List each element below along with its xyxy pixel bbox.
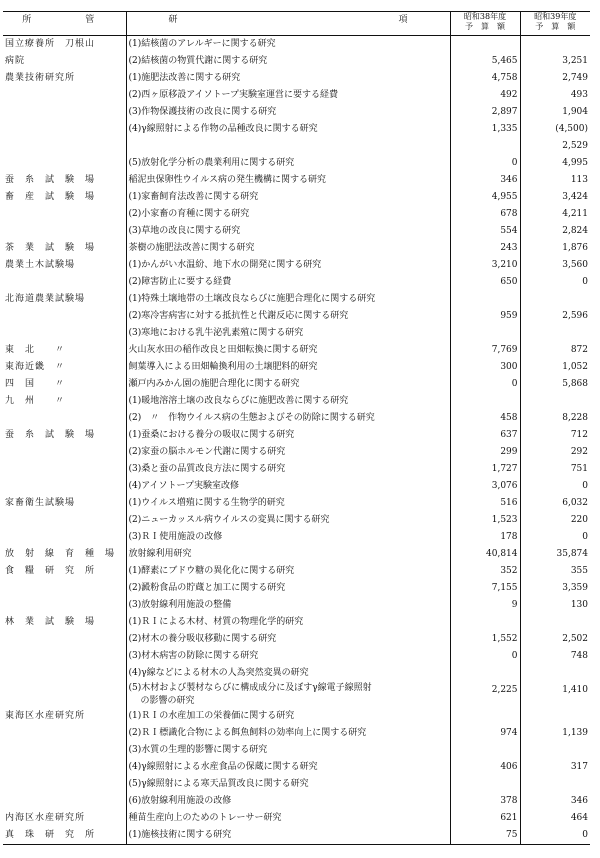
table-row — [3, 563, 590, 580]
table-row — [3, 495, 590, 512]
office-cell — [3, 529, 126, 546]
item-cell: (4)γ線照射による作物の品種改良に関する研究 — [126, 121, 450, 138]
item-cell: (1)暖地溶溶土壌の改良ならびに施肥改善に関する研究 — [126, 393, 450, 410]
table-row — [3, 70, 590, 87]
fy38-value-cell: 678 — [450, 206, 520, 223]
fy38-value-cell: 492 — [450, 87, 520, 104]
fy39-value-cell: 0 — [520, 827, 590, 845]
item-cell: 火山灰水田の稲作改良と田畑転換に関する研究 — [126, 342, 450, 359]
table-row — [3, 104, 590, 121]
fy38-value-cell: 352 — [450, 563, 520, 580]
table-row — [3, 291, 590, 308]
item-cell: (3)草地の改良に関する研究 — [126, 223, 450, 240]
office-cell — [3, 308, 126, 325]
fy38-value-cell: 554 — [450, 223, 520, 240]
table-row — [3, 580, 590, 597]
item-cell: (2)寒冷害病害に対する抵抗性と代謝反応に関する研究 — [126, 308, 450, 325]
item-cell: (4)アイソトープ実験室改修 — [126, 478, 450, 495]
table-row — [3, 36, 590, 54]
item-cell: (1)施肥法改善に関する研究 — [126, 70, 450, 87]
fy39-value-cell: 751 — [570, 464, 588, 474]
fy39-value-cell: 6,032 — [562, 498, 588, 508]
office-cell — [3, 410, 126, 427]
fy38-value-cell — [450, 665, 520, 682]
office-cell — [3, 682, 126, 708]
table-row — [3, 776, 590, 793]
fy38-value-cell — [450, 36, 520, 54]
item-cell: 放射線利用研究 — [126, 546, 450, 563]
fy39-value-cell: 317 — [570, 762, 588, 772]
fy39-value-cell: 2,824 — [562, 226, 588, 236]
table-row — [3, 512, 590, 529]
fy39-value-cell — [520, 665, 590, 682]
item-cell: (2)家蚕の脳ホルモン代謝に関する研究 — [126, 444, 450, 461]
fy39-value-cell: 292 — [570, 447, 588, 457]
table-row — [3, 53, 590, 70]
office-cell — [3, 597, 126, 614]
office-cell — [3, 512, 126, 529]
item-cell: (3)寒地における乳牛泌乳素殖に関する研究 — [126, 325, 450, 342]
table-row — [3, 810, 590, 827]
office-cell — [3, 776, 126, 793]
fy38-value-cell: 3,076 — [450, 478, 520, 495]
fy38-value-cell: 378 — [450, 793, 520, 810]
fy38-value-cell: 75 — [450, 827, 520, 845]
office-cell: 蚕 糸 試 験 場 — [3, 172, 126, 189]
fy38-value-cell: 4,955 — [450, 189, 520, 206]
table-row — [3, 189, 590, 206]
office-cell — [3, 444, 126, 461]
fy39-value-cell: 0 — [582, 532, 588, 542]
fy39-value-cell: 3,251 — [562, 56, 588, 66]
office-cell — [3, 648, 126, 665]
fy39-value-cell: 3,359 — [562, 583, 588, 593]
fy39-value-cell: 872 — [570, 345, 588, 355]
item-cell: (6)放射線利用施設の改修 — [126, 793, 450, 810]
office-cell — [3, 274, 126, 291]
table-row — [3, 478, 590, 495]
office-cell: 農業土木試験場 — [3, 257, 126, 274]
item-cell: (3)作物保護技術の改良に関する研究 — [126, 104, 450, 121]
item-cell: 種苗生産向上のためのトレーサー研究 — [126, 810, 450, 827]
table-row — [3, 138, 590, 155]
item-cell: 瀬戸内みかん園の施肥合理化に関する研究 — [126, 376, 450, 393]
table-row — [3, 359, 590, 376]
fy38-value-cell: 346 — [450, 172, 520, 189]
table-row — [3, 597, 590, 614]
office-cell: 東海区水産研究所 — [3, 708, 126, 725]
fy38-value-cell: 0 — [450, 376, 520, 393]
table-row — [3, 682, 590, 708]
item-cell: (3)材木病害の防除に関する研究 — [126, 648, 450, 665]
office-cell — [3, 665, 126, 682]
header-item-right: 項 — [398, 15, 408, 25]
item-cell: (1)ＲＩの水産加工の栄養価に関する研究 — [126, 708, 450, 725]
office-cell: 農業技術研究所 — [3, 70, 126, 87]
office-cell: 東 北 〃 — [3, 342, 126, 359]
item-cell: 稲泥虫保卵性ウイルス病の発生機構に関する研究 — [126, 172, 450, 189]
office-cell: 真 珠 研 究 所 — [3, 827, 126, 845]
fy39-value-cell: 2,529 — [562, 141, 588, 151]
item-cell: (4)γ線などによる材木の人為突然変異の研究 — [126, 665, 450, 682]
table-row — [3, 665, 590, 682]
table-row — [3, 121, 590, 138]
office-cell: 放 射 線 育 種 場 — [3, 546, 126, 563]
office-cell — [3, 87, 126, 104]
fy38-value-cell: 2,225 — [450, 682, 520, 708]
item-cell — [126, 682, 450, 708]
fy39-value-cell — [520, 776, 590, 793]
fy39-value-cell: 35,874 — [556, 549, 588, 559]
fy39-value-cell: 712 — [570, 430, 588, 440]
item-cell: (4)γ線照射による水産食品の保蔵に関する研究 — [126, 759, 450, 776]
header-fy38-year: 昭和38年度 — [463, 12, 507, 21]
fy39-value-cell: 113 — [570, 175, 588, 185]
office-cell — [3, 121, 126, 138]
header-item-left: 研 — [168, 15, 178, 25]
table-row — [3, 240, 590, 257]
table-row — [3, 759, 590, 776]
item-cell: (3)ＲＩ使用施設の改修 — [126, 529, 450, 546]
office-cell — [3, 759, 126, 776]
fy39-value-cell: 355 — [570, 566, 588, 576]
table-row — [3, 257, 590, 274]
item-cell: (1)結核菌のアレルギーに関する研究 — [126, 36, 450, 54]
fy39-value-cell: 346 — [570, 796, 588, 806]
fy39-value-cell: 1,904 — [562, 107, 588, 117]
fy39-value-cell: 2,749 — [562, 73, 588, 83]
fy38-value-cell — [450, 325, 520, 342]
office-cell — [3, 580, 126, 597]
table-row — [3, 546, 590, 563]
item-cell: (1)酵素にブドウ糖の異化化に関する研究 — [126, 563, 450, 580]
fy38-value-cell: 5,465 — [450, 53, 520, 70]
item-cell: (1)かんがい水温紛、地下水の開発に関する研究 — [126, 257, 450, 274]
office-cell: 四 国 〃 — [3, 376, 126, 393]
fy38-value-cell: 9 — [450, 597, 520, 614]
item-cell: (1)ＲＩによる木材、材質の物理化学的研究 — [126, 614, 450, 631]
office-cell — [3, 478, 126, 495]
table-row — [3, 376, 590, 393]
fy39-value-cell: 3,424 — [562, 192, 588, 202]
fy38-value-cell: 1,552 — [450, 631, 520, 648]
office-cell: 家畜衛生試験場 — [3, 495, 126, 512]
fy38-value-cell: 1,727 — [450, 461, 520, 478]
fy39-value-cell: 1,052 — [562, 362, 588, 372]
fy39-value-cell: 2,596 — [562, 311, 588, 321]
item-cell: 飼葉導入による田畑輪換利用の土壌肥料的研究 — [126, 359, 450, 376]
table-row — [3, 308, 590, 325]
fy39-value-cell: 2,502 — [562, 634, 588, 644]
table-body — [3, 36, 590, 845]
office-cell — [3, 104, 126, 121]
office-cell — [3, 725, 126, 742]
office-cell: 畜 産 試 験 場 — [3, 189, 126, 206]
fy39-value-cell — [520, 708, 590, 725]
office-cell: 食 糧 研 究 所 — [3, 563, 126, 580]
table-row — [3, 631, 590, 648]
fy38-value-cell: 974 — [450, 725, 520, 742]
fy38-value-cell: 178 — [450, 529, 520, 546]
fy38-value-cell: 959 — [450, 308, 520, 325]
item-cell: (2)ニューカッスル病ウイルスの変異に関する研究 — [126, 512, 450, 529]
item-cell: (1)施核技術に関する研究 — [126, 827, 450, 845]
header-fy39 — [520, 12, 590, 36]
fy39-value-cell: 0 — [582, 277, 588, 287]
office-cell: 林 業 試 験 場 — [3, 614, 126, 631]
fy38-value-cell — [450, 708, 520, 725]
table-row — [3, 393, 590, 410]
header-row — [3, 12, 590, 36]
table-row — [3, 529, 590, 546]
office-cell — [3, 223, 126, 240]
fy38-value-cell: 7,155 — [450, 580, 520, 597]
fy38-value-cell — [450, 291, 520, 308]
item-cell: (3)水質の生理的影響に関する研究 — [126, 742, 450, 759]
item-cell: (1)家畜飼育法改善に関する研究 — [126, 189, 450, 206]
header-office: 所 管 — [3, 12, 126, 36]
table-row — [3, 87, 590, 104]
fy38-value-cell: 4,758 — [450, 70, 520, 87]
office-cell: 内海区水産研究所 — [3, 810, 126, 827]
fy38-value-cell: 1,523 — [450, 512, 520, 529]
fy38-value-cell: 621 — [450, 810, 520, 827]
fy39-value-cell: 748 — [570, 651, 588, 661]
item-cell — [126, 138, 450, 155]
table-row — [3, 172, 590, 189]
fy38-value-cell: 243 — [450, 240, 520, 257]
office-cell: 茶 業 試 験 場 — [3, 240, 126, 257]
budget-table — [3, 11, 590, 845]
fy39-value-cell: (4,500) — [555, 124, 588, 134]
fy39-value-cell: 5,868 — [562, 379, 588, 389]
header-fy38 — [450, 12, 520, 36]
office-cell — [3, 325, 126, 342]
table-row — [3, 725, 590, 742]
table-row — [3, 614, 590, 631]
fy38-value-cell — [450, 393, 520, 410]
office-cell — [3, 631, 126, 648]
fy38-value-cell: 3,210 — [450, 257, 520, 274]
fy39-value-cell: 1,876 — [562, 243, 588, 253]
item-cell: (5)γ線照射による寒天品質改良に関する研究 — [126, 776, 450, 793]
table-row — [3, 444, 590, 461]
office-cell: 国立療養所 刀根山 — [3, 36, 126, 54]
fy38-value-cell: 650 — [450, 274, 520, 291]
fy38-value-cell — [450, 776, 520, 793]
fy39-value-cell: 130 — [570, 600, 588, 610]
header-item — [126, 12, 450, 36]
fy38-value-cell: 300 — [450, 359, 520, 376]
office-cell — [3, 793, 126, 810]
fy38-value-cell: 0 — [450, 648, 520, 665]
header-fy38-label: 予 算 額 — [465, 22, 505, 31]
item-cell: (1)蚕桑における養分の吸収に関する研究 — [126, 427, 450, 444]
fy38-value-cell: 40,814 — [450, 546, 520, 563]
fy39-value-cell: 0 — [582, 481, 588, 491]
table-row — [3, 223, 590, 240]
fy39-value-cell: 4,211 — [562, 209, 588, 219]
table-row — [3, 648, 590, 665]
fy38-value-cell — [450, 742, 520, 759]
table-row — [3, 793, 590, 810]
header-fy39-year: 昭和39年度 — [534, 12, 577, 21]
fy38-value-cell — [450, 138, 520, 155]
item-cell: (2)結核菌の物質代謝に関する研究 — [126, 53, 450, 70]
fy39-value-cell: 3,560 — [562, 260, 588, 270]
item-cell: (1)ウイルス増殖に関する生物学的研究 — [126, 495, 450, 512]
fy39-value-cell: 493 — [570, 90, 588, 100]
office-cell: 東海近畿 〃 — [3, 359, 126, 376]
fy38-value-cell: 7,769 — [450, 342, 520, 359]
fy39-value-cell — [520, 325, 590, 342]
header-fy39-label: 予 算 額 — [535, 22, 576, 31]
item-cell: 茶樹の施肥法改善に関する研究 — [126, 240, 450, 257]
item-cell: (2)澱粉食品の貯蔵と加工に関する研究 — [126, 580, 450, 597]
fy39-value-cell: 1,139 — [562, 728, 588, 738]
item-cell: (3)放射線利用施設の整備 — [126, 597, 450, 614]
table-row — [3, 274, 590, 291]
fy39-value-cell: 1,410 — [562, 685, 588, 695]
office-cell: 病院 — [3, 53, 126, 70]
fy39-value-cell — [520, 393, 590, 410]
table-row — [3, 342, 590, 359]
item-line-continued: の影響の研究 — [140, 696, 195, 706]
item-cell: (5)放射化学分析の農業利用に関する研究 — [126, 155, 450, 172]
item-cell: (2)ＲＩ標識化合物による餌魚飼料の効率向上に関する研究 — [126, 725, 450, 742]
office-cell — [3, 461, 126, 478]
table-row — [3, 410, 590, 427]
fy38-value-cell: 2,897 — [450, 104, 520, 121]
fy38-value-cell: 637 — [450, 427, 520, 444]
fy38-value-cell: 1,335 — [450, 121, 520, 138]
office-cell: 北海道農業試験場 — [3, 291, 126, 308]
item-cell: (1)特殊土壌地帯の土壌改良ならびに施肥合理化に関する研究 — [126, 291, 450, 308]
fy38-value-cell: 299 — [450, 444, 520, 461]
office-cell — [3, 138, 126, 155]
item-line: (5)木材および製材ならびに構成成分に及ぼすγ線電子線照射 — [128, 683, 372, 693]
fy39-value-cell — [520, 36, 590, 54]
table-row — [3, 461, 590, 478]
office-cell — [3, 742, 126, 759]
item-cell: (2)障害防止に要する経費 — [126, 274, 450, 291]
fy38-value-cell: 0 — [450, 155, 520, 172]
office-cell: 九 州 〃 — [3, 393, 126, 410]
item-cell: (2)西ヶ原移設アイソトープ実験室運営に要する経費 — [126, 87, 450, 104]
office-cell — [3, 155, 126, 172]
fy39-value-cell — [520, 614, 590, 631]
table-row — [3, 155, 590, 172]
fy38-value-cell: 458 — [450, 410, 520, 427]
fy39-value-cell: 464 — [570, 813, 588, 823]
item-cell: (2)材木の養分吸収移動に関する研究 — [126, 631, 450, 648]
fy38-value-cell — [450, 614, 520, 631]
fy39-value-cell: 4,995 — [562, 158, 588, 168]
fy38-value-cell: 406 — [450, 759, 520, 776]
fy38-value-cell: 516 — [450, 495, 520, 512]
table-row — [3, 742, 590, 759]
item-cell: (2) 〃 作物ウイルス病の生態およびその防除に関する研究 — [126, 410, 450, 427]
item-cell: (3)桑と蚕の品質改良方法に関する研究 — [126, 461, 450, 478]
fy39-value-cell — [520, 742, 590, 759]
fy39-value-cell: 8,228 — [562, 413, 588, 423]
table-row — [3, 325, 590, 342]
table-row — [3, 206, 590, 223]
fy39-value-cell: 220 — [570, 515, 588, 525]
table-row — [3, 708, 590, 725]
office-cell — [3, 206, 126, 223]
table-row — [3, 827, 590, 845]
table-row — [3, 427, 590, 444]
item-cell: (2)小家畜の育種に関する研究 — [126, 206, 450, 223]
fy39-value-cell — [520, 291, 590, 308]
office-cell: 蚕 糸 試 験 場 — [3, 427, 126, 444]
